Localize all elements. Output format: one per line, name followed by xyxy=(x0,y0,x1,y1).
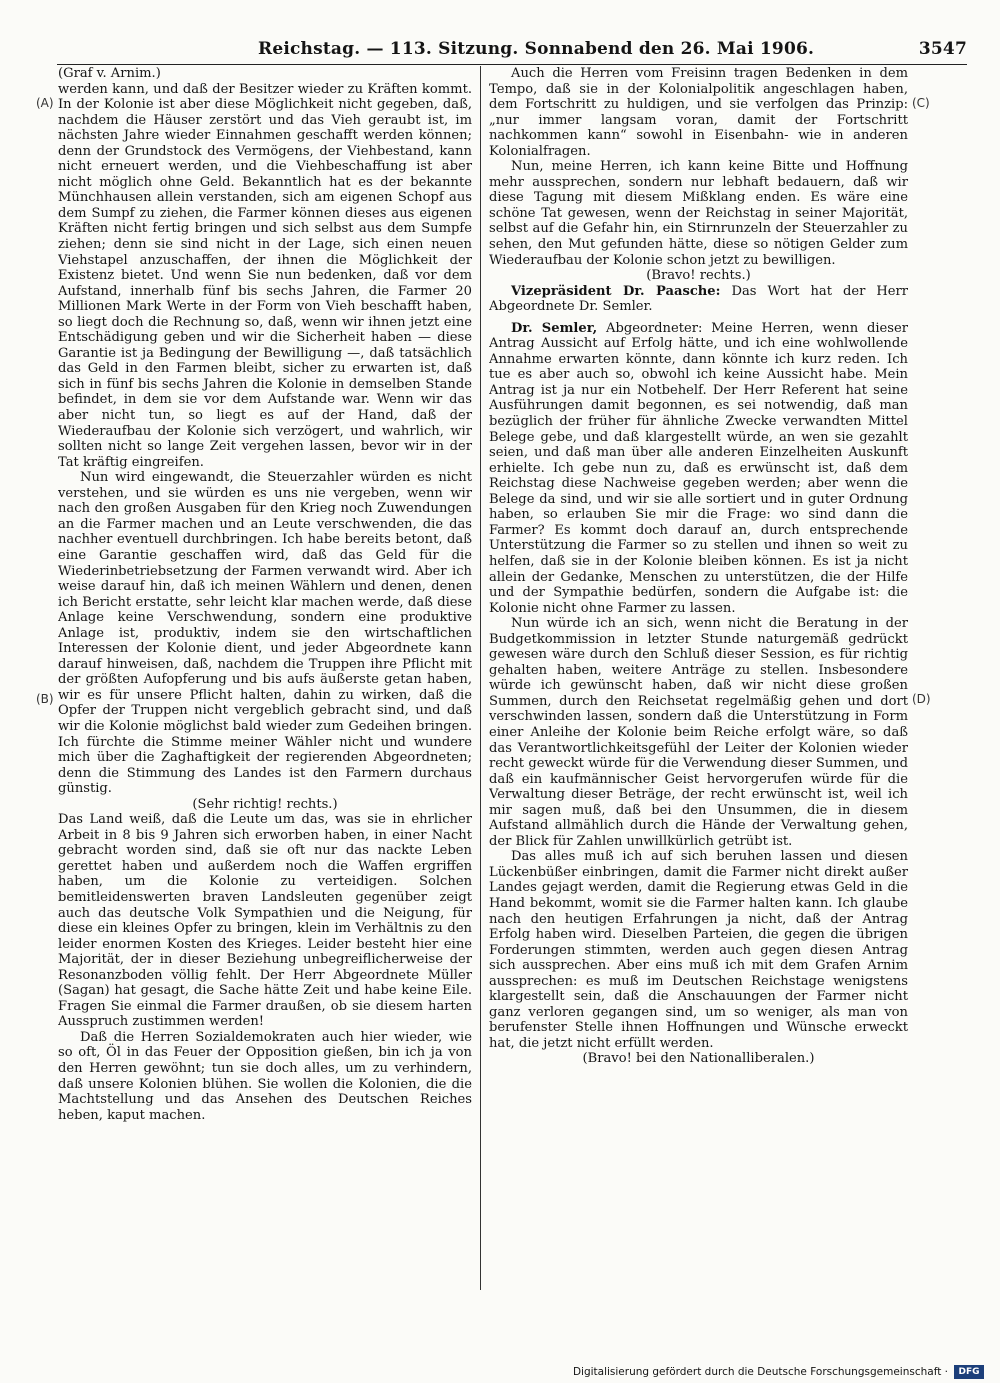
digitization-footer xyxy=(572,1364,984,1380)
header-rule xyxy=(57,64,967,65)
speaker-paragraph xyxy=(489,321,908,616)
margin-marker-b: (B) xyxy=(36,692,54,706)
paragraph: werden kann, und daß der Besitzer wieder zu Kräften kommt. In der Kolonie ist aber diese Möglichkeit nicht gegeben, daß, nachdem die Häuser zerstört und das Vieh geraubt ist, im nächsten Jahre wieder Einnahmen geschafft werden können; denn der Grundstock des Vermögens, der Viehbestand, kann nicht erneuert werden, und die Viehbeschaffung ist aber nicht möglich ohne Geld. Bekanntlich hat es der bekannte Münchhausen allein verstanden, sich am eigenen Schopf aus dem Sumpf zu ziehen, die Farmer können dieses aus eigenen Kräften nicht fertig bringen und sich selbst aus dem Sumpfe ziehen; denn sie sind nicht in der Lage, sich einen neuen Viehstapel anzuschaffen, der ihnen die Möglichkeit der Existenz bietet. Und wenn Sie nun bedenken, daß vor dem Aufstand, innerhalb fünf bis sechs Jahren, die Farmer 20 Millionen Mark Werte in der Form von Vieh beschafft haben, so liegt doch die Rechnung so, daß, wenn wir ihnen jetzt eine Entschädigung geben und wir die Sicherheit haben — diese Garantie ist ja Bedingung der Bewilligung —, daß tatsächlich das Geld in den Farmen bleibt, sicher zu erwarten ist, daß sich in fünf bis sechs Jahren die Kolonie in demselben Stande befindet, in dem sie vor dem Aufstande war. Wenn wir das aber nicht tun, so liegt es auf der Hand, daß der Wiederaufbau der Kolonie sich verzögert, und wahrlich, wir sollten nicht so lange Zeit vergehen lassen, bevor wir in der Tat kräftig eingreifen. xyxy=(58,81,472,470)
speech-text: Abgeordneter: Meine Herren, wenn dieser Antrag Aussicht auf Erfolg hätte, und ich eine wohlwollende Annahme erwarten könnte, dann könnte ich kurz reden. Ich tue es aber auch so, obwohl ich keine Aussicht habe. Mein Antrag ist ja nur ein Notbehelf. Der Herr Referent hat seine Ausführungen damit begonnen, es sei notwendig, daß man bezüglich der früher für ähnliche Zwecke verwandten Mittel Belege gebe, und daß klargestellt würde, an wen sie gezahlt seien, und daß man über alle anderen Einzelheiten Auskunft erhielte. Ich gebe nun zu, daß es erwünscht ist, daß dem Reichstag diese Nachweise gegeben werden; aber wenn die Belege da sind, und wir sie alle sortiert und in guter Ordnung haben, so erlauben Sie mir die Frage: wo sind dann die Farmer? Es kommt doch darauf an, durch entsprechende Unterstützung die Farmer so zu stellen und ihnen so weit zu helfen, daß sie in der Kolonie bleiben können. Es ist ja nicht allein der Gedanke, Menschen zu unterstützen, die der Hilfe und der Sympathie bedürfen, sondern die Aufgabe ist: die Kolonie nicht ohne Farmer zu lassen. xyxy=(489,320,908,616)
running-title: Reichstag. — 113. Sitzung. Sonnabend den 26. Mai 1906. xyxy=(258,39,815,59)
paragraph: Das Land weiß, daß die Leute um das, was sie in ehrlicher Arbeit in 8 bis 9 Jahren sich erworben haben, in einer Nacht gebracht worden sind, daß sie oft nur das nackte Leben gerettet haben und außerdem noch die Waffen ergriffen haben, um die Kolonie zu verteidigen. Solchen bemitleidenswerten braven Landsleuten gegenüber zeigt auch das deutsche Volk Sympathien und die Neigung, für diese ein kleines Opfer zu bringen, klein im Verhältnis zu den leider enormen Kosten des Krieges. Leider besteht hier eine Majorität, der in dieser Beziehung unbegreiflicherweise der Resonanzboden völlig fehlt. Der Herr Abgeordnete Müller (Sagan) hat gesagt, die Sache hätte Zeit und habe keine Eile. Fragen Sie einmal die Farmer draußen, ob sie diesem harten Ausspruch zustimmen werden! xyxy=(58,812,472,1030)
margin-marker-d: (D) xyxy=(912,692,931,706)
page-header xyxy=(0,38,1000,60)
paragraph: Nun, meine Herren, ich kann keine Bitte und Hoffnung mehr aussprechen, sondern nur lebhaft bedauern, daß wir diese Tagung mit diesem Mißklang enden. Es wäre eine schöne Tat gewesen, wenn der Reichstag in seiner Majorität, selbst auf die Gefahr hin, ein Stirnrunzeln der Steuerzahler zu sehen, den Mut gefunden hätte, diese so nötigen Gelder zum Wiederaufbau der Kolonie schon jetzt zu bewilligen. xyxy=(489,159,908,268)
footer-credit: Digitalisierung gefördert durch die Deutsche Forschungsgemeinschaft · xyxy=(572,1366,948,1378)
speaker-name: Dr. Semler, xyxy=(511,320,598,336)
interjection: (Bravo! bei den Nationalliberalen.) xyxy=(582,1051,815,1067)
interjection: (Bravo! rechts.) xyxy=(646,268,751,284)
page-number: 3547 xyxy=(918,39,967,59)
paragraph: Das alles muß ich auf sich beruhen lassen und diesen Lückenbüßer einbringen, damit die Farmer nicht direkt außer Landes gejagt werden, damit die Regierung etwas Geld in die Hand bekommt, womit sie die Farmer halten kann. Ich glaube nach den heutigen Erfahrungen ja nicht, daß der Antrag Erfolg haben wird. Dieselben Parteien, die gegen die übrigen Forderungen stimmten, werden auch gegen diesen Antrag sich aussprechen. Aber eins muß ich mit dem Grafen Arnim aussprechen: es muß im Deutschen Reichstage wenigstens klargestellt sein, daß die Anschauungen der Farmer nicht ganz verloren gegangen sind, um so weniger, als man von berufenster Stelle ihnen Hoffnungen und Wünsche erweckt hat, die jetzt nicht erfüllt werden. xyxy=(489,849,908,1051)
margin-marker-c: (C) xyxy=(912,96,930,110)
right-column xyxy=(489,66,908,1292)
column-divider xyxy=(480,66,481,1290)
speaker-continuation: (Graf v. Arnim.) xyxy=(58,66,161,81)
speech-text: Das Wort hat der Herr Abgeordnete Dr. Semler. xyxy=(489,283,908,315)
paragraph: Nun wird eingewandt, die Steuerzahler würden es nicht verstehen, und sie würden es uns nie vergeben, wenn wir nach den großen Ausgaben für den Krieg noch Zuwendungen an die Farmer machen und an Leute verschwenden, die das nachher eventuell durchbringen. Ich habe bereits betont, daß eine Garantie geschaffen wird, daß das Geld für die Wiederinbetriebsetzung der Farmen verwandt wird. Aber ich weise darauf hin, daß ich meinen Wählern und denen, denen ich Bericht erstatte, sehr leicht klar machen werde, daß diese Anlage keine Verschwendung, sondern eine produktive Anlage ist, produktiv, indem sie den wirtschaftlichen Interessen der Kolonie dient, und jeder Abgeordnete kann darauf hinweisen, daß, nachdem die Truppen ihre Pflicht mit der größten Aufopferung und bis aufs äußerste getan haben, wir es für unsere Pflicht halten, dahin zu wirken, daß die Opfer der Truppen nicht vergeblich gebracht sind, und daß wir die Kolonie möglichst bald wieder zum Gedeihen bringen. Ich fürchte die Stimme meiner Wähler nicht und wundere mich über die Zaghaftigkeit der regierenden Abgeordneten; denn die Stimmung des Landes ist den Farmern durchaus günstig. xyxy=(58,470,472,797)
paragraph: Nun würde ich an sich, wenn nicht die Beratung in der Budgetkommission in letzter Stunde naturgemäß gedrückt gewesen wäre durch den Schluß dieser Session, es für richtig gehalten haben, weitere Anträge zu stellen. Insbesondere würde ich gewünscht haben, daß wir nicht diese großen Summen, durch den Reichsetat regelmäßig gehen und dort verschwinden lassen, sondern daß die Unterstützung in Form einer Anleihe der Kolonie beim Reiche erfolgt wäre, so daß das Verantwortlichkeitsgefühl der Leiter der Kolonien wieder recht geweckt würde für die Verwendung dieser Summen, und daß ein kaufmännischer Geist hervorgerufen würde für die Verwaltung dieser Beträge, der recht erwünscht ist, weil ich mir sagen muß, daß bei den Unsummen, die in diesem Aufstand allmählich durch die Hände der Verwaltung gehen, der Blick für Zahlen unwillkürlich getrübt ist. xyxy=(489,616,908,849)
dfg-logo: DFG xyxy=(954,1365,984,1379)
speaker-paragraph xyxy=(489,284,908,315)
left-column xyxy=(58,66,472,1292)
speaker-name: Vizepräsident Dr. Paasche: xyxy=(511,283,721,299)
interjection: (Sehr richtig! rechts.) xyxy=(192,796,338,812)
paragraph: Daß die Herren Sozialdemokraten auch hier wieder, wie so oft, Öl in das Feuer der Opposition gießen, bin ich ja von den Herren gewöhnt; tun sie doch alles, um zu verhindern, daß unsere Kolonien blühen. Sie wollen die Kolonien, die die Machtstellung und das Ansehen des Deutschen Reiches heben, kaput machen. xyxy=(58,1029,472,1123)
paragraph: Auch die Herren vom Freisinn tragen Bedenken in dem Tempo, daß sie in der Kolonialpolitik angeschlagen haben, dem Fortschritt zu huldigen, und sie verfolgen das Prinzip: „nur immer langsam voran, damit der Fortschritt nachkommen kann“ sowohl in Eisenbahn- wie in anderen Kolonialfragen. xyxy=(489,66,908,159)
margin-marker-a: (A) xyxy=(36,96,54,110)
